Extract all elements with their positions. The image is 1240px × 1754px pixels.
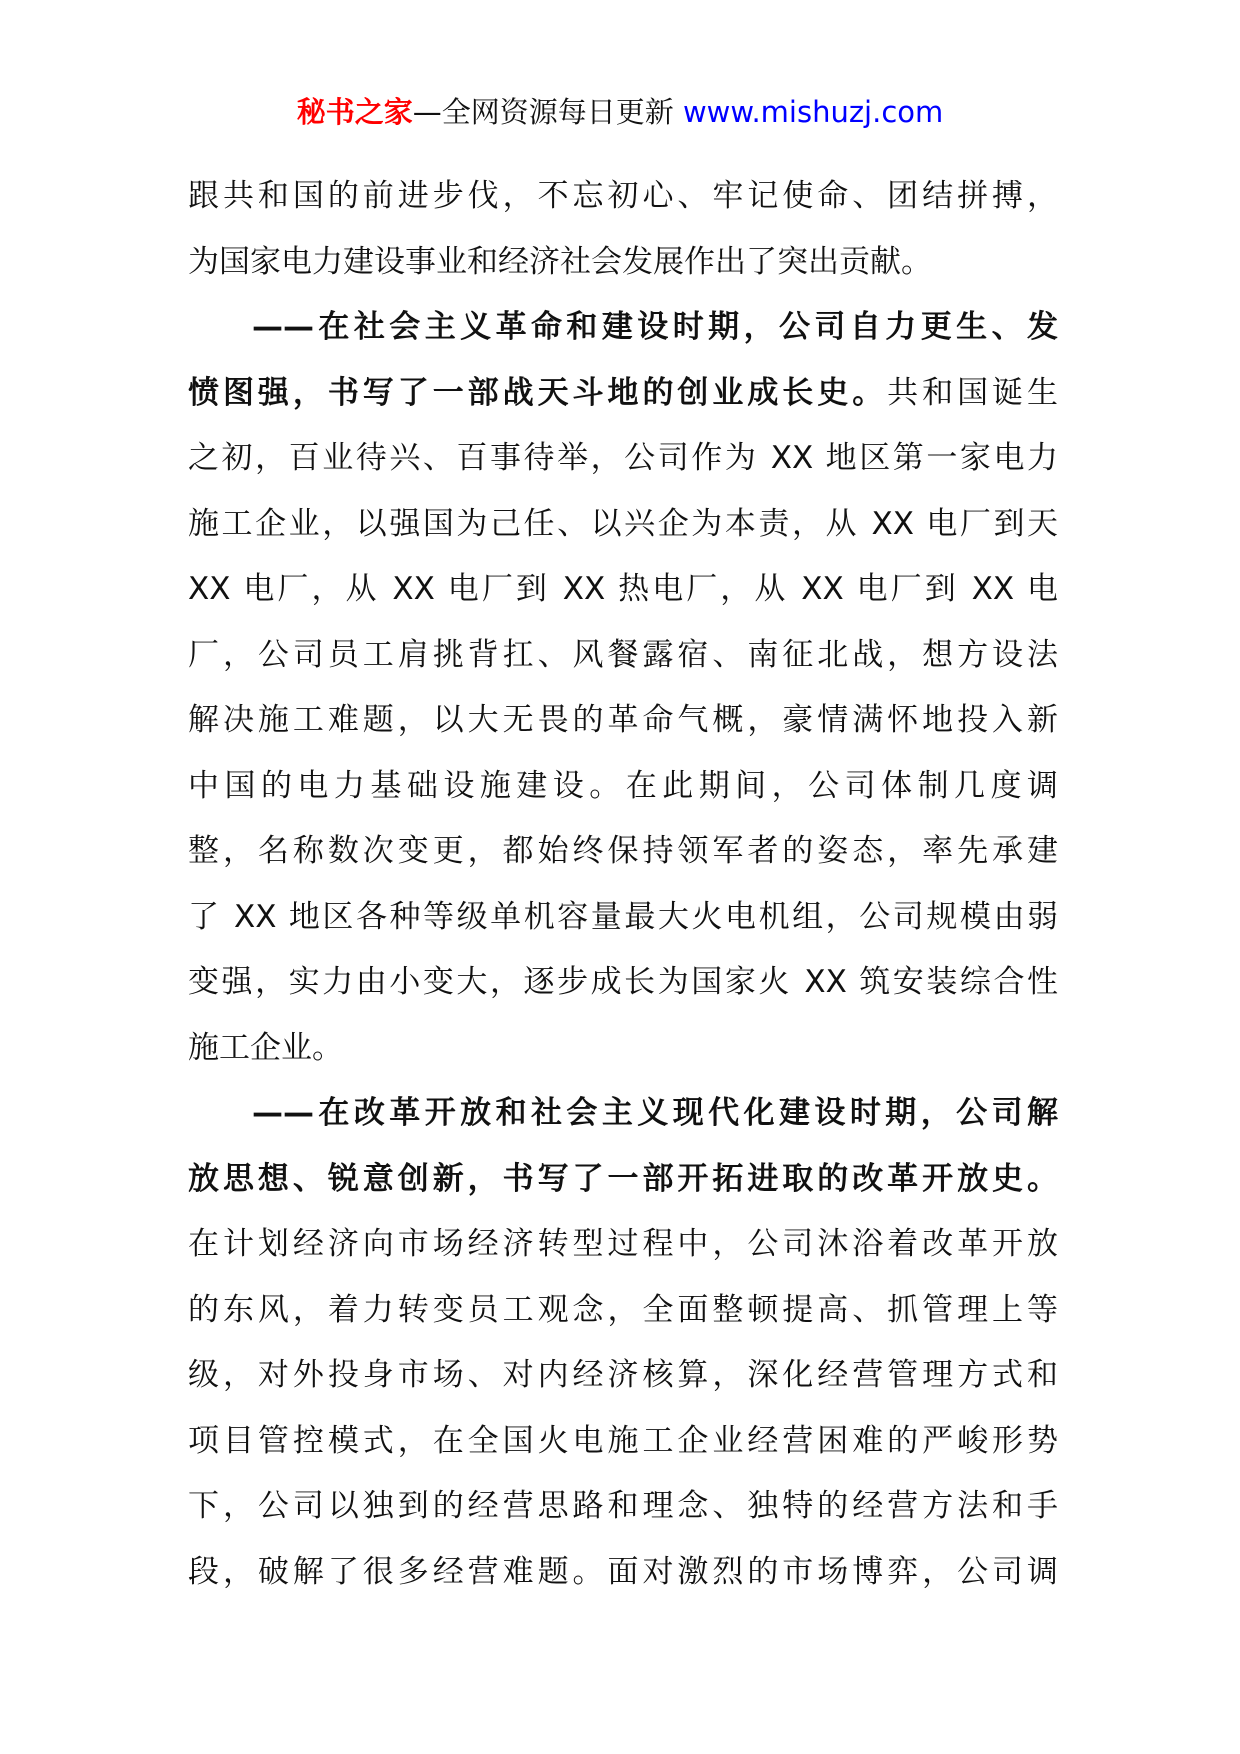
text-line: 施工企业，以强国为己任、以兴企为本责，从 XX 电厂到天 <box>188 505 1058 542</box>
paragraph-3 <box>188 1081 1058 1605</box>
text-line: 段，破解了很多经营难题。面对激烈的市场博弈，公司调 <box>188 1553 1058 1590</box>
text-line: 变强，实力由小变大，逐步成长为国家火 XX 筑安装综合性 <box>188 964 1058 1000</box>
text-line: 施工企业。 <box>188 1029 343 1066</box>
paragraph-1 <box>188 164 1058 295</box>
paragraph-2 <box>188 295 1058 1081</box>
text-line: 为国家电力建设事业和经济社会发展作出了突出贡献。 <box>188 243 932 280</box>
document-body <box>188 164 1058 1605</box>
site-brand: 秘书之家 <box>296 95 413 129</box>
text-line: 级，对外投身市场、对内经济核算，深化经营管理方式和 <box>188 1357 1058 1393</box>
text-line: 中国的电力基础设施建设。在此期间，公司体制几度调 <box>188 767 1058 804</box>
text-line: 跟共和国的前进步伐，不忘初心、牢记使命、团结拼搏， <box>188 178 1058 214</box>
section-heading-line: 放思想、锐意创新，书写了一部开拓进取的改革开放史。 <box>188 1160 1058 1197</box>
text-line: 之初，百业待兴、百事待举，公司作为 XX 地区第一家电力 <box>188 440 1058 476</box>
text-line: 在计划经济向市场经济转型过程中，公司沐浴着改革开放 <box>188 1226 1058 1262</box>
section-heading-line: ——在社会主义革命和建设时期，公司自力更生、发 <box>252 309 1058 345</box>
section-heading-line: 愤图强，书写了一部战天斗地的创业成长史。 <box>188 374 888 411</box>
text-line: 项目管控模式，在全国火电施工企业经营困难的严峻形势 <box>188 1422 1058 1459</box>
text-line: 下，公司以独到的经营思路和理念、独特的经营方法和手 <box>188 1488 1058 1524</box>
text-line: XX 电厂，从 XX 电厂到 XX 热电厂，从 XX 电厂到 XX 电 <box>188 571 1058 607</box>
section-heading-line: ——在改革开放和社会主义现代化建设时期，公司解 <box>252 1095 1058 1131</box>
text-line: 了 XX 地区各种等级单机容量最大火电机组，公司规模由弱 <box>188 898 1058 935</box>
text-line: 解决施工难题，以大无畏的革命气概，豪情满怀地投入新 <box>188 702 1058 738</box>
text-line: 厂，公司员工肩挑背扛、风餐露宿、南征北战，想方设法 <box>188 636 1058 673</box>
text-line: 的东风，着力转变员工观念，全面整顿提高、抓管理上等 <box>188 1291 1058 1328</box>
text-fragment: 共和国诞生 <box>887 374 1059 411</box>
text-line <box>188 361 1058 427</box>
text-line: 整，名称数次变更，都始终保持领军者的姿态，率先承建 <box>188 833 1058 869</box>
site-url-link[interactable]: www.mishuzj.com <box>682 95 944 129</box>
site-slogan: —全网资源每日更新 <box>412 95 674 129</box>
site-header <box>0 92 1240 132</box>
